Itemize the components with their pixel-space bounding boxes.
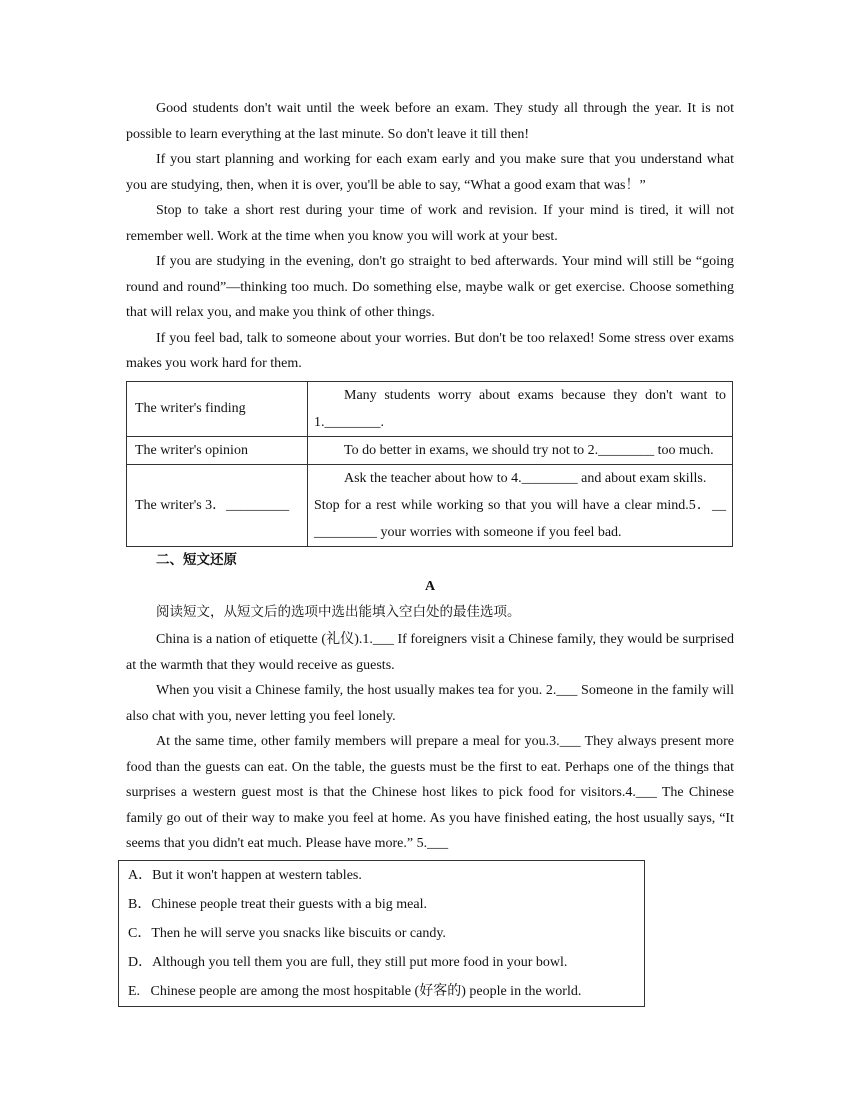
passage1-paragraph-2: If you start planning and working for each exam early and you make sure that you understand what you are studying, then, when it is over, you'll be able to say, “What a good exam that was！” [126, 152, 734, 193]
task-table [126, 381, 733, 547]
table-cell-opinion-label: The writer's opinion [127, 436, 308, 464]
option-e: E. Chinese people are among the most hospitable (好客的) people in the world. [128, 984, 582, 999]
passage1-paragraph-1: Good students don't wait until the week before an exam. They study all through the year. It is not possible to learn everything at the last minute. So don't leave it till then! [126, 101, 734, 142]
table-cell-advice [308, 464, 733, 546]
section-heading: 二、短文还原 [156, 551, 237, 568]
table-cell-advice-label: The writer's 3．_________ [127, 464, 308, 546]
passage2-paragraph-3: At the same time, other family members will prepare a meal for you.3.___ They always present more food than the guests can eat. On the table, the guests must be the first to eat. Perhaps one of the things that surprises a western guest most is that the Chinese host likes to pick food for visitors.4.___ The Chinese family go out of their way to make you feel at home. As you have finished eating, the host usually says, “It seems that you didn't eat much. Please have more.” 5.___ [126, 734, 734, 851]
table-cell-finding-label: The writer's finding [127, 381, 308, 436]
advice-line-1: Ask the teacher about how to 4.________ and about exam skills. [344, 470, 707, 486]
instruction-text: 阅读短文，从短文后的选项中选出能填入空白处的最佳选项。 [156, 603, 521, 620]
passage1-paragraph-4: If you are studying in the evening, don't go straight to bed afterwards. Your mind will still be “going round and round”—thinking too much. Do something else, maybe walk or get exercise. Choose something that will relax you, and make you think of other things. [126, 254, 734, 320]
passage2-paragraph-1: China is a nation of etiquette (礼仪).1.___ If foreigners visit a Chinese family, they would be surprised at the warmth that they would receive as guests. [126, 632, 734, 673]
option-b: B．Chinese people treat their guests with a big meal. [128, 897, 427, 912]
passage1-paragraph-3: Stop to take a short rest during your time of work and revision. If your mind is tired, it will not remember well. Work at the time when you know you will work at your best. [126, 203, 734, 244]
sub-heading: A [424, 578, 436, 594]
option-d: D．Although you tell them you are full, they still put more food in your bowl. [128, 955, 568, 970]
options-box [118, 860, 645, 1007]
table-row [127, 381, 733, 436]
table-cell-opinion [308, 436, 733, 464]
table-row [127, 436, 733, 464]
option-a: A．But it won't happen at western tables. [128, 868, 362, 883]
opinion-text: To do better in exams, we should try not to 2.________ too much. [344, 442, 714, 458]
advice-line-2: Stop for a rest while working so that you will have a clear mind.5．__ _________ your worries with someone if you feel bad. [314, 497, 726, 540]
table-row [127, 464, 733, 546]
finding-text: Many students worry about exams because they don't want to 1.________. [314, 387, 726, 430]
document-page [126, 96, 734, 857]
table-cell-finding [308, 381, 733, 436]
option-c: C．Then he will serve you snacks like biscuits or candy. [128, 926, 446, 941]
passage2-paragraph-2: When you visit a Chinese family, the host usually makes tea for you. 2.___ Someone in the family will also chat with you, never letting you feel lonely. [126, 683, 734, 724]
passage1-paragraph-5: If you feel bad, talk to someone about your worries. But don't be too relaxed! Some stress over exams makes you work hard for them. [126, 330, 734, 371]
